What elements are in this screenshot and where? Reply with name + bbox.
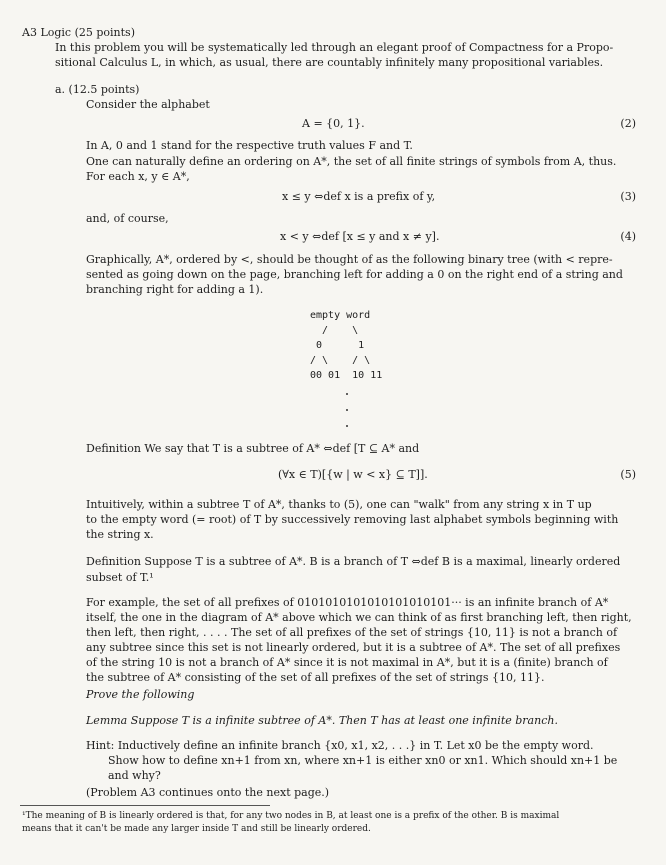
paragraph-line: any subtree since this set is not linearly ordered, but it is a subtree of A*. The set of all prefixes: [86, 641, 621, 654]
footnote-line: means that it can't be made any larger inside T and still be linearly ordered.: [22, 824, 371, 834]
lemma: Lemma Suppose T is a infinite subtree of A*. Then T has at least one infinite branch.: [86, 714, 558, 727]
hint-line: Show how to define xn+1 from xn, where xn+1 is either xn0 or xn1. Which should xn+1 be: [108, 754, 618, 767]
intro-line: In this problem you will be systematically led through an elegant proof of Compactness for a Propo-: [55, 41, 614, 54]
equation-4: x < y ⇔def [x ≤ y and x ≠ y].: [280, 230, 440, 243]
definition-subtree: Definition We say that T is a subtree of A* ⇔def [T ⊆ A* and: [86, 442, 420, 455]
continues-note: (Problem A3 continues onto the next page.): [86, 786, 330, 799]
paragraph-line: Consider the alphabet: [86, 98, 210, 111]
paragraph-line: In A, 0 and 1 stand for the respective truth values F and T.: [86, 139, 413, 152]
paragraph-line: to the empty word (= root) of T by successively removing last alphabet symbols beginning with: [86, 513, 619, 526]
definition-branch: Definition Suppose T is a subtree of A*. B is a branch of T ⇔def B is a maximal, linearly ordered: [86, 555, 621, 568]
paragraph-line: the subtree of A* consisting of the set of all prefixes of the set of strings {10, 11}.: [86, 671, 545, 684]
ellipsis-dot: [346, 425, 348, 427]
paragraph-line: Intuitively, within a subtree T of A*, thanks to (5), one can "walk" from any string x in T up: [86, 498, 592, 511]
prove-line: Prove the following: [86, 688, 195, 701]
paragraph-line: the string x.: [86, 528, 154, 541]
equation-5: (∀x ∈ T)[{w | w < x} ⊆ T]].: [278, 468, 428, 481]
intro-line: sitional Calculus L, in which, as usual, there are countably infinitely many propositional variables.: [55, 56, 604, 69]
part-heading: a. (12.5 points): [55, 83, 140, 96]
tree-root-label: empty word: [310, 310, 371, 321]
problem-title: A3 Logic (25 points): [22, 26, 135, 39]
ellipsis-dot: [346, 409, 348, 411]
hint-line: and why?: [108, 769, 161, 782]
paragraph-line: and, of course,: [86, 212, 169, 225]
tree-level-1: 0 1: [310, 340, 365, 351]
tree-level-2: 00 01 10 11: [310, 370, 383, 381]
paragraph-line: branching right for adding a 1).: [86, 283, 264, 296]
footnote-line: ¹The meaning of B is linearly ordered is that, for any two nodes in B, at least one is a prefix of the other. B is maximal: [22, 811, 560, 821]
paragraph-line: of the string 10 is not a branch of A* since it is not maximal in A*, but it is a (finite) branch of: [86, 656, 608, 669]
footnote-rule: [20, 805, 270, 806]
equation-number: (5): [620, 468, 636, 481]
paragraph-line: itself, the one in the diagram of A* above which we can think of as first branching left, then right,: [86, 611, 632, 624]
tree-branches: / \: [310, 325, 359, 336]
equation-number: (4): [620, 230, 636, 243]
definition-branch: subset of T.¹: [86, 571, 154, 584]
tree-branches: / \ / \: [310, 355, 371, 366]
equation-number: (2): [620, 117, 636, 130]
paragraph-line: sented as going down on the page, branching left for adding a 0 on the right end of a string and: [86, 268, 623, 281]
equation-number: (3): [620, 190, 636, 203]
ellipsis-dot: [346, 393, 348, 395]
paragraph-line: Graphically, A*, ordered by <, should be thought of as the following binary tree (with < repre-: [86, 253, 613, 266]
hint-line: Hint: Inductively define an infinite branch {x0, x1, x2, . . .} in T. Let x0 be the empty word.: [86, 739, 594, 752]
paragraph-line: For example, the set of all prefixes of 0101010101010101010101··· is an infinite branch of A*: [86, 596, 609, 609]
paragraph-line: then left, then right, . . . . The set of all prefixes of the set of strings {10, 11} is not a branch of: [86, 626, 618, 639]
paragraph-line: One can naturally define an ordering on A*, the set of all finite strings of symbols from A, thus.: [86, 155, 617, 168]
equation-2: A = {0, 1}.: [302, 117, 365, 130]
paragraph-line: For each x, y ∈ A*,: [86, 170, 190, 183]
equation-3: x ≤ y ⇔def x is a prefix of y,: [282, 190, 436, 203]
